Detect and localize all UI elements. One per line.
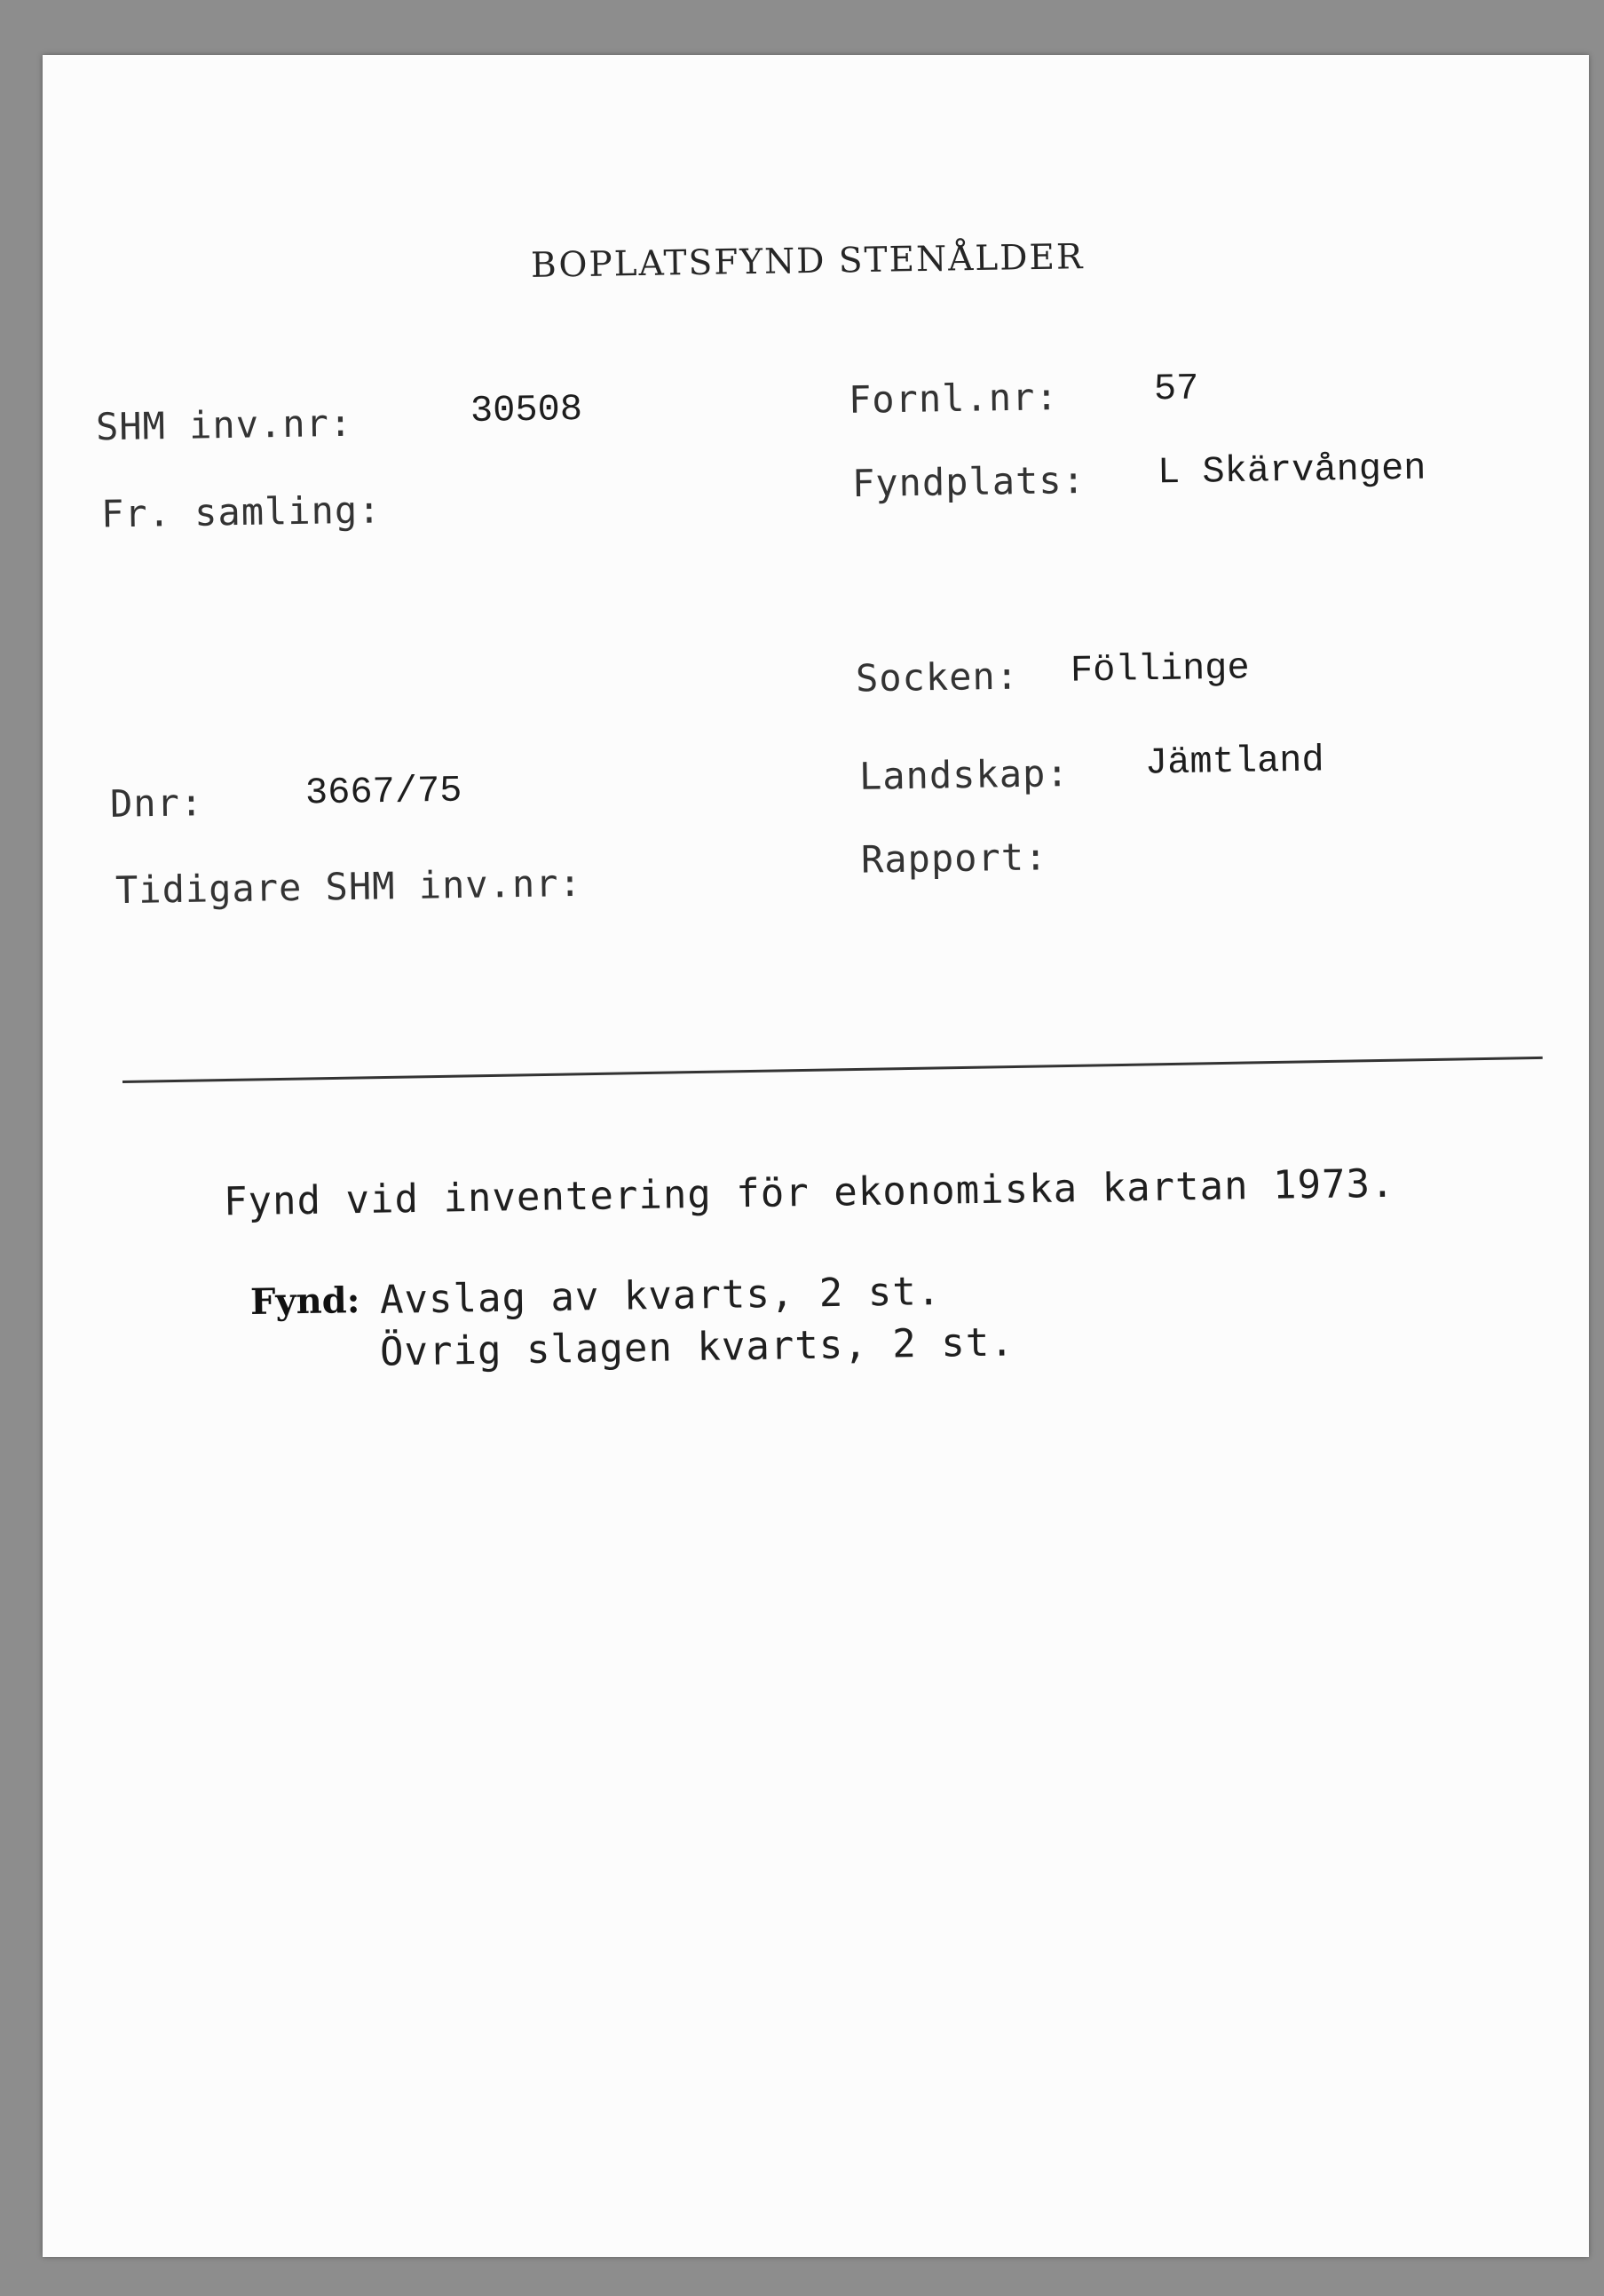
- shm-inv-label: SHM inv.nr:: [95, 400, 353, 449]
- dnr-label: Dnr:: [109, 780, 204, 826]
- card-title: BOPLATSFYND STENÅLDER: [530, 237, 1085, 286]
- landskap-value: Jämtland: [1144, 739, 1325, 785]
- fornl-value: 57: [1153, 367, 1199, 411]
- socken-value: Föllinge: [1070, 646, 1251, 693]
- find-item-2: Övrig slagen kvarts, 2 st.: [379, 1319, 1015, 1375]
- tidigare-shm-label: Tidigare SHM inv.nr:: [115, 860, 583, 913]
- landskap-label: Landskap:: [858, 751, 1070, 798]
- fr-samling-label: Fr. samling:: [100, 487, 382, 536]
- shm-inv-value: 30508: [470, 388, 583, 432]
- fyndplats-label: Fyndplats:: [851, 457, 1086, 506]
- fyndplats-value: L Skärvången: [1157, 447, 1426, 495]
- fornl-label: Fornl.nr:: [848, 375, 1059, 422]
- description-text: Fynd vid inventering för ekonomiska kartan 1973.: [223, 1160, 1395, 1225]
- socken-label: Socken:: [855, 653, 1020, 701]
- divider-line: [122, 1057, 1543, 1083]
- find-item-1: Avslag av kvarts, 2 st.: [379, 1269, 942, 1323]
- catalog-card: [43, 55, 1589, 2257]
- fynd-label: Fynd:: [249, 1279, 360, 1323]
- dnr-value: 3667/75: [304, 769, 462, 815]
- rapport-label: Rapport:: [860, 835, 1048, 882]
